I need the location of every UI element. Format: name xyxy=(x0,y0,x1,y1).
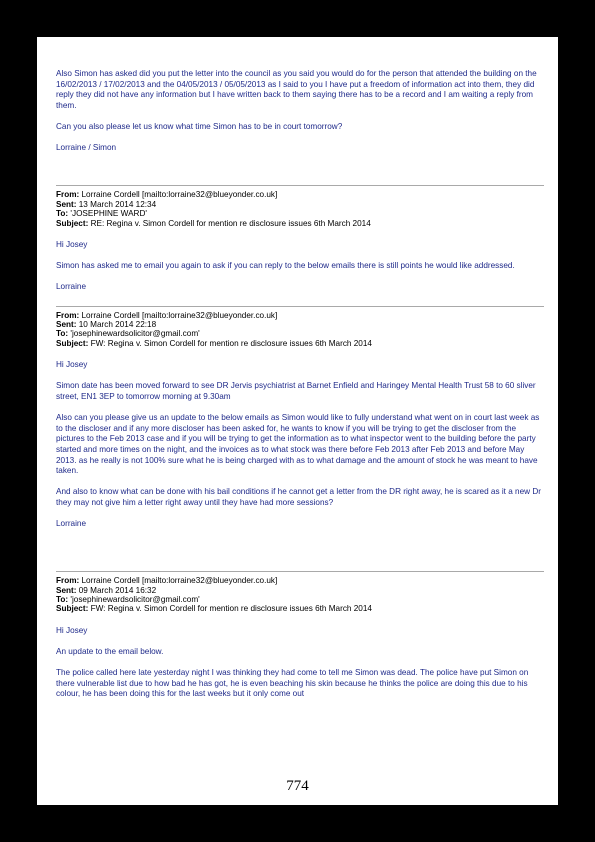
signature: Lorraine / Simon xyxy=(56,143,117,153)
body-paragraph: An update to the email below. xyxy=(56,647,164,657)
to-label: To: xyxy=(56,595,69,605)
body-paragraph: And also to know what can be done with his bail conditions if he cannot get a letter from the DR right away, he is scared as it a new Dr they may not give him a letter right away until they have had more sessions? xyxy=(56,487,541,507)
to-value: 'JOSEPHINE WARD' xyxy=(70,209,147,219)
email-header-2 xyxy=(56,311,544,349)
to-label: To: xyxy=(56,209,69,219)
subject-label: Subject: xyxy=(56,218,89,228)
email-body-2 xyxy=(56,360,544,530)
email-header-1 xyxy=(56,190,544,228)
greeting: Hi Josey xyxy=(56,239,88,249)
to-value: 'josephinewardsolicitor@gmail.com' xyxy=(70,595,200,605)
to-label: To: xyxy=(56,329,69,339)
body-paragraph: Also Simon has asked did you put the letter into the council as you said you would do for the person that attended the building on the 16/02/2013 / 17/02/2013 and the 04/05/2013 / 05/05/2013 as I said to you I have put a freedom of information act into them, they did reply they did not have any information but I have written back to them saying there has to be a record and I am waiting a reply from them. xyxy=(56,69,537,110)
from-label: From: xyxy=(56,190,80,200)
body-paragraph: The police called here late yesterday night I was thinking they had come to tell me Simon was dead. The police have put Simon on there vulnerable list due to how bad he has got, he is even beaching his skin because he thinks the police are doing this due to his colour, he has been doing this for the last weeks but it only come out xyxy=(56,668,529,699)
sent-value: 09 March 2014 16:32 xyxy=(78,585,157,595)
from-value: Lorraine Cordell [mailto:lorraine32@blueyonder.co.uk] xyxy=(81,190,278,200)
from-label: From: xyxy=(56,310,80,320)
sent-label: Sent: xyxy=(56,199,77,209)
greeting: Hi Josey xyxy=(56,625,88,635)
subject-value: RE: Regina v. Simon Cordell for mention re disclosure issues 6th March 2014 xyxy=(90,218,371,228)
sent-label: Sent: xyxy=(56,319,77,329)
greeting: Hi Josey xyxy=(56,360,88,370)
body-paragraph: Also can you please give us an update to the below emails as Simon would like to fully understand what went on in court last week as to the discloser and if any more discloser has been asked for, he wants to know if you will be trying to get the discloser from the pictures to the Feb 2013 case and if you will be trying to get the information as to what inspector went to the building before the party started and more times on the night, and the invoices as to what stock was there before Feb 2013 after Feb 2013 and before May 2013. as he really is not 100% sure what he is being charged with as to what damage and the amount of stock he was meant to have taken. xyxy=(56,413,540,476)
sent-value: 10 March 2014 22:18 xyxy=(78,319,157,329)
email-body-3 xyxy=(56,626,544,700)
signature: Lorraine xyxy=(56,519,87,529)
to-value: 'josephinewardsolicitor@gmail.com' xyxy=(70,329,200,339)
email-chain xyxy=(56,69,544,711)
from-value: Lorraine Cordell [mailto:lorraine32@blueyonder.co.uk] xyxy=(81,576,278,586)
subject-label: Subject: xyxy=(56,604,89,614)
subject-value: FW: Regina v. Simon Cordell for mention re disclosure issues 6th March 2014 xyxy=(90,604,372,614)
page-number: 774 xyxy=(286,778,309,794)
subject-label: Subject: xyxy=(56,338,89,348)
signature: Lorraine xyxy=(56,282,87,292)
email-body-1 xyxy=(56,240,544,293)
subject-value: FW: Regina v. Simon Cordell for mention re disclosure issues 6th March 2014 xyxy=(90,338,372,348)
sent-value: 13 March 2014 12:34 xyxy=(78,199,157,209)
from-value: Lorraine Cordell [mailto:lorraine32@blueyonder.co.uk] xyxy=(81,310,278,320)
email-header-3 xyxy=(56,576,544,614)
from-label: From: xyxy=(56,576,80,586)
sent-label: Sent: xyxy=(56,585,77,595)
body-paragraph: Simon has asked me to email you again to ask if you can reply to the below emails there is still points he would like addressed. xyxy=(56,261,515,271)
document-page xyxy=(37,37,558,805)
body-paragraph: Can you also please let us know what time Simon has to be in court tomorrow? xyxy=(56,121,343,131)
message-block-1 xyxy=(56,69,544,154)
body-paragraph: Simon date has been moved forward to see DR Jervis psychiatrist at Barnet Enfield and Haringey Mental Health Trust 58 to 60 sliver street, EN1 3EP to tomorrow morning at 9.30am xyxy=(56,381,536,401)
